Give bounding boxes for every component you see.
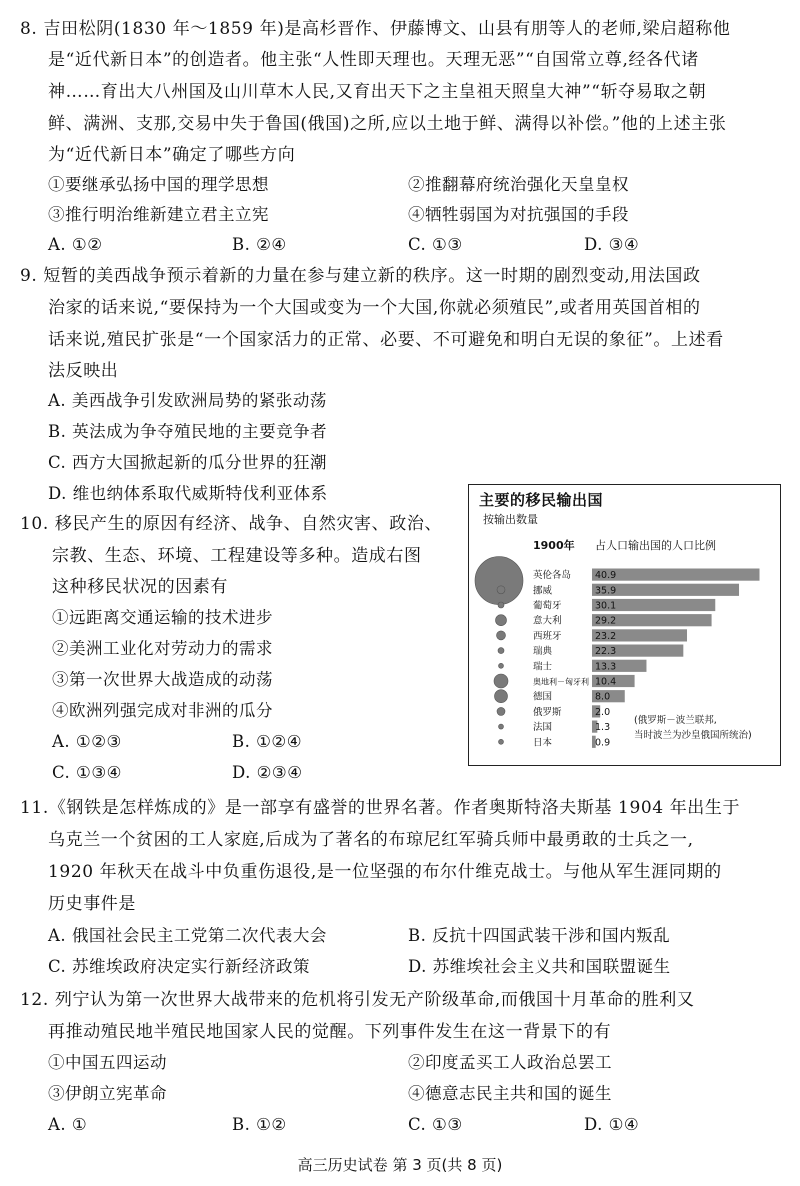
q12-option-a[interactable]: A. ①: [48, 1115, 88, 1134]
page-footer: 高三历史试卷 第 3 页(共 8 页): [297, 1156, 503, 1174]
q12-line-1: 12. 列宁认为第一次世界大战带来的危机将引发无产阶级革命,而俄国十月革命的胜利又: [20, 990, 695, 1010]
bubble-9: [497, 707, 505, 715]
q8-line-4: 鲜、满洲、支那,交易中失于鲁国(俄国)之所,应以土地于鲜、满得以补偿。”他的上述主张: [48, 114, 727, 134]
q10-line-2: 宗教、生态、环境、工程建设等多种。造成右图: [52, 546, 422, 566]
bubble-1: [497, 586, 505, 594]
chart-note: [634, 713, 752, 743]
q10-line-3: 这种移民状况的因素有: [52, 577, 228, 597]
q12-option-d[interactable]: D. ①④: [584, 1115, 640, 1134]
value-label-5: 22.3: [595, 646, 617, 658]
bar-0: [592, 569, 759, 581]
q11-option-d[interactable]: D. 苏维埃社会主义共和国联盟诞生: [408, 957, 671, 976]
bubble-10: [499, 724, 504, 729]
q10-line-1: 10. 移民产生的原因有经济、战争、自然灾害、政治、: [20, 514, 443, 534]
bubble-6: [499, 663, 504, 668]
value-label-7: 10.4: [595, 676, 617, 688]
bubble-11: [499, 739, 504, 744]
q11-line-4: 历史事件是: [48, 894, 136, 914]
q8-item-4: ④牺牲弱国为对抗强国的手段: [408, 205, 629, 224]
category-label-0: 英伦各岛: [533, 570, 572, 582]
chart-note-line-2: 当时波兰为沙皇俄国所统治): [634, 730, 752, 741]
q11-line-3: 1920 年秋天在战斗中负重伤退役,是一位坚强的布尔什维克战士。与他从军生涯同期的: [48, 862, 722, 882]
q9-option-a[interactable]: A. 美西战争引发欧洲局势的紧张动荡: [48, 391, 327, 410]
q9-option-c[interactable]: C. 西方大国掀起新的瓜分世界的狂潮: [48, 453, 328, 472]
category-label-11: 日本: [533, 737, 553, 749]
q10-option-a[interactable]: A. ①②③: [52, 732, 122, 751]
q9-option-d[interactable]: D. 维也纳体系取代威斯特伐利亚体系: [48, 484, 328, 503]
q10-option-c[interactable]: C. ①③④: [52, 763, 122, 782]
category-label-2: 葡萄牙: [533, 600, 562, 612]
q10-item-4: ④欧洲列强完成对非洲的瓜分: [52, 701, 273, 720]
q8-option-a[interactable]: A. ①②: [48, 235, 103, 254]
q10-item-3: ③第一次世界大战造成的动荡: [52, 670, 273, 689]
value-label-0: 40.9: [595, 570, 617, 582]
q10-option-d[interactable]: D. ②③④: [232, 763, 303, 782]
value-label-8: 8.0: [595, 691, 611, 703]
category-label-1: 挪威: [533, 585, 553, 597]
q8-option-c[interactable]: C. ①③: [408, 235, 463, 254]
category-label-3: 意大利: [533, 615, 562, 627]
category-label-5: 瑞典: [533, 646, 553, 658]
category-label-7: 奥地利－匈牙利: [533, 677, 589, 687]
q9-line-1: 9. 短暂的美西战争预示着新的力量在参与建立新的秩序。这一时期的剧烈变动,用法国政: [20, 266, 701, 286]
q12-option-b[interactable]: B. ①②: [232, 1115, 287, 1134]
q12-line-2: 再推动殖民地半殖民地国家人民的觉醒。下列事件发生在这一背景下的有: [48, 1022, 612, 1042]
chart-caption: 占人口输出国的人口比例: [595, 539, 716, 552]
q12-item-4: ④德意志民主共和国的诞生: [408, 1084, 612, 1103]
q8-line-1: 8. 吉田松阴(1830 年～1859 年)是高杉晋作、伊藤博文、山县有朋等人的老师,梁启超称他: [20, 19, 731, 39]
q8-line-2: 是“近代新日本”的创造者。他主张“人性即天理也。天理无恶”“自国常立尊,经各代诸: [48, 50, 699, 70]
chart-title: 主要的移民输出国: [479, 491, 604, 509]
q11-option-b[interactable]: B. 反抗十四国武装干涉和国内叛乱: [408, 926, 671, 945]
bubble-5: [498, 648, 504, 654]
q8-line-3: 神……育出大八州国及山川草木人民,又育出天下之主皇祖天照皇大神”“斩夺易取之朝: [48, 82, 707, 102]
bubble-8: [495, 690, 508, 703]
category-label-6: 瑞士: [533, 661, 553, 673]
emigration-chart: [468, 484, 781, 766]
q10-item-1: ①远距离交通运输的技术进步: [52, 608, 273, 627]
category-label-8: 德国: [533, 691, 553, 703]
value-label-1: 35.9: [595, 585, 617, 597]
chart-note-line-1: (俄罗斯－波兰联邦,: [634, 715, 717, 726]
q8-item-1: ①要继承弘扬中国的理学思想: [48, 175, 269, 194]
q11-line-2: 乌克兰一个贫困的工人家庭,后成为了著名的布琼尼红军骑兵师中最勇敢的士兵之一,: [48, 830, 694, 850]
bubble-0: [475, 557, 523, 605]
q12-item-1: ①中国五四运动: [48, 1053, 167, 1072]
chart-subtitle: 按输出数量: [483, 513, 538, 526]
q10-item-2: ②美洲工业化对劳动力的需求: [52, 639, 273, 658]
value-label-11: 0.9: [595, 737, 611, 749]
value-label-4: 23.2: [595, 630, 617, 642]
q11-option-a[interactable]: A. 俄国社会民主工党第二次代表大会: [48, 926, 327, 945]
q9-line-2: 治家的话来说,“要保持为一个大国或变为一个大国,你就必须殖民”,或者用英国首相的: [48, 298, 701, 318]
chart-year-label: 1900年: [533, 539, 575, 552]
category-label-9: 俄罗斯: [533, 706, 562, 718]
q9-option-b[interactable]: B. 英法成为争夺殖民地的主要竞争者: [48, 422, 328, 441]
bubble-7: [494, 674, 508, 688]
q9-line-3: 话来说,殖民扩张是“一个国家活力的正常、必要、不可避免和明白无误的象征”。上述看: [48, 330, 724, 350]
category-label-10: 法国: [533, 722, 553, 734]
value-label-3: 29.2: [595, 615, 617, 627]
q12-option-c[interactable]: C. ①③: [408, 1115, 463, 1134]
q12-item-3: ③伊朗立宪革命: [48, 1084, 167, 1103]
q10-option-b[interactable]: B. ①②④: [232, 732, 302, 751]
category-label-4: 西班牙: [533, 630, 562, 642]
value-label-10: 1.3: [595, 722, 611, 734]
q8-option-d[interactable]: D. ③④: [584, 235, 640, 254]
q8-option-b[interactable]: B. ②④: [232, 235, 287, 254]
q11-option-c[interactable]: C. 苏维埃政府决定实行新经济政策: [48, 957, 311, 976]
q12-item-2: ②印度孟买工人政治总罢工: [408, 1053, 612, 1072]
bubble-4: [497, 631, 506, 640]
bubble-2: [498, 602, 504, 608]
value-label-2: 30.1: [595, 600, 617, 612]
q9-line-4: 法反映出: [48, 361, 119, 381]
q8-line-5: 为“近代新日本”确定了哪些方向: [48, 145, 296, 165]
q8-item-3: ③推行明治维新建立君主立宪: [48, 205, 269, 224]
value-label-6: 13.3: [595, 661, 617, 673]
value-label-9: 2.0: [595, 706, 611, 718]
q11-line-1: 11.《钢铁是怎样炼成的》是一部享有盛誉的世界名著。作者奥斯特洛夫斯基 1904 年出生于: [20, 798, 741, 818]
q8-item-2: ②推翻幕府统治强化天皇皇权: [408, 175, 629, 194]
bubble-3: [496, 615, 507, 626]
